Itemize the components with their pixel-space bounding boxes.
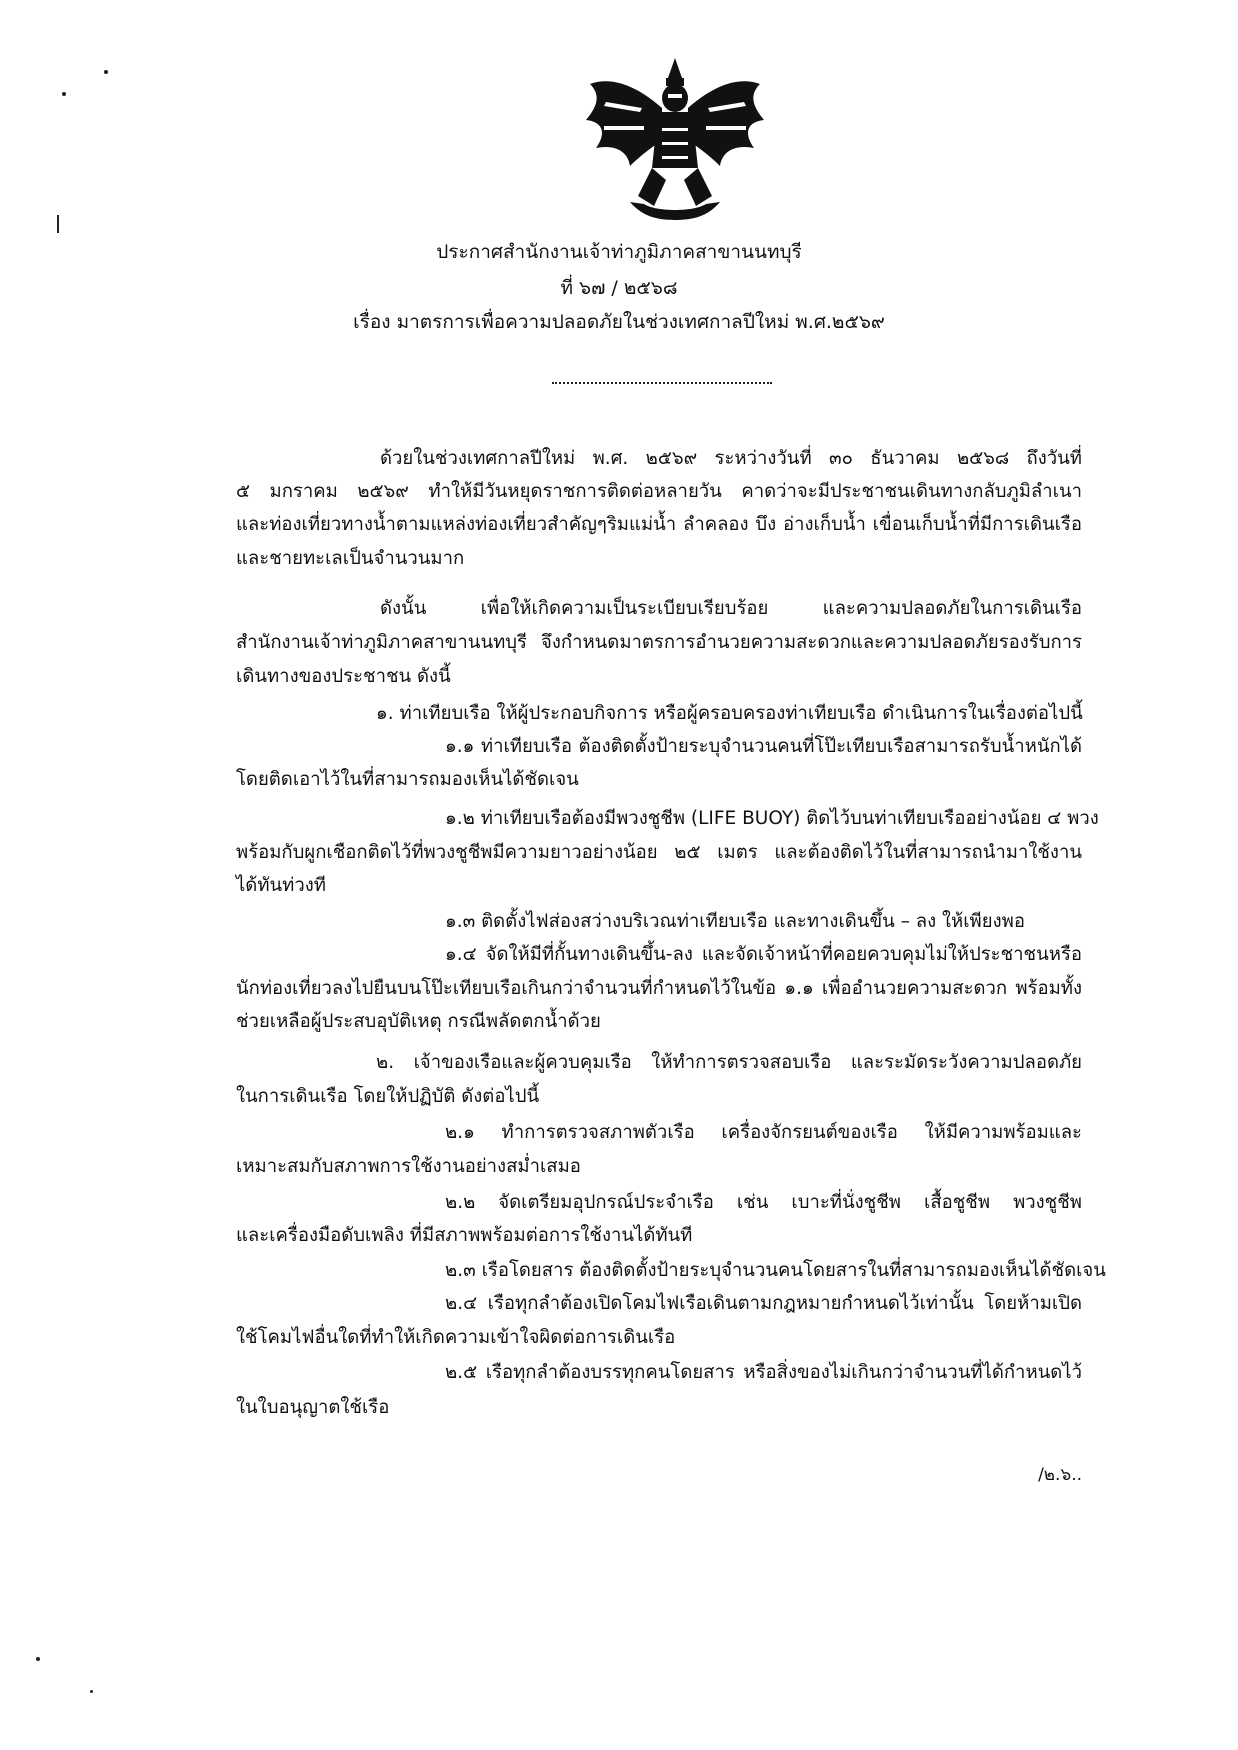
clause-line: ช่วยเหลือผู้ประสบอุบัติเหตุ กรณีพลัดตกน้ำด้วย <box>236 1011 601 1032</box>
clause-line: นักท่องเที่ยวลงไปยืนบนโป๊ะเทียบเรือเกินกว่าจำนวนที่กำหนดไว้ในข้อ ๑.๑ เพื่ออำนวยความสะดวก พร้อมทั้ง <box>236 978 1082 999</box>
scan-speck <box>62 92 66 96</box>
clause-line: ๑.๒ ท่าเทียบเรือต้องมีพวงชูชีพ (LIFE BUOY) ติดไว้บนท่าเทียบเรืออย่างน้อย ๔ พวง <box>445 808 1099 829</box>
clause-line: พร้อมกับผูกเชือกติดไว้ที่พวงชูชีพมีความยาวอย่างน้อย ๒๕ เมตร และต้องติดไว้ในที่สามารถนำมาใช้งาน <box>236 842 1082 863</box>
clause-line: และเครื่องมือดับเพลิง ที่มีสภาพพร้อมต่อการใช้งานได้ทันที <box>236 1225 693 1246</box>
section-heading: ๑. ท่าเทียบเรือ ให้ผู้ประกอบกิจการ หรือผู้ครอบครองท่าเทียบเรือ ดำเนินการในเรื่องต่อไปนี้ <box>376 703 1083 724</box>
clause-line: ๒.๔ เรือทุกลำต้องเปิดโคมไฟเรือเดินตามกฎหมายกำหนดไว้เท่านั้น โดยห้ามเปิด <box>445 1293 1082 1314</box>
paragraph-line: สำนักงานเจ้าท่าภูมิภาคสาขานนทบุรี จึงกำหนดมาตรการอำนวยความสะดวกและความปลอดภัยรองรับการ <box>236 632 1082 653</box>
clause-line: เหมาะสมกับสภาพการใช้งานอย่างสม่ำเสมอ <box>236 1156 581 1177</box>
paragraph-line: ด้วยในช่วงเทศกาลปีใหม่ พ.ศ. ๒๕๖๙ ระหว่างวันที่ ๓๐ ธันวาคม ๒๕๖๘ ถึงวันที่ <box>380 448 1082 469</box>
scan-speck <box>104 70 108 74</box>
paragraph-line: เดินทางของประชาชน ดังนี้ <box>236 666 451 687</box>
clause-line: ๑.๓ ติดตั้งไฟส่องสว่างบริเวณท่าเทียบเรือ และทางเดินขึ้น – ลง ให้เพียงพอ <box>445 911 1025 932</box>
clause-line: โดยติดเอาไว้ในที่สามารถมองเห็นได้ชัดเจน <box>236 769 579 790</box>
announcement-title: ประกาศสำนักงานเจ้าท่าภูมิภาคสาขานนทบุรี <box>436 241 802 263</box>
paragraph-line: และท่องเที่ยวทางน้ำตามแหล่งท่องเที่ยวสำคัญๆริมแม่น้ำ ลำคลอง บึง อ่างเก็บน้ำ เขื่อนเก็บน้ำที่มีการเดินเรือ <box>236 514 1082 535</box>
clause-line: ๑.๑ ท่าเทียบเรือ ต้องติดตั้งป้ายระบุจำนวนคนที่โป๊ะเทียบเรือสามารถรับน้ำหนักได้ <box>445 736 1082 757</box>
clause-line: ๒.๓ เรือโดยสาร ต้องติดตั้งป้ายระบุจำนวนคนโดยสารในที่สามารถมองเห็นได้ชัดเจน <box>445 1260 1106 1281</box>
clause-line: ๒.๕ เรือทุกลำต้องบรรทุกคนโดยสาร หรือสิ่งของไม่เกินกว่าจำนวนที่ได้กำหนดไว้ <box>445 1362 1082 1383</box>
clause-line: ๒.๒ จัดเตรียมอุปกรณ์ประจำเรือ เช่น เบาะที่นั่งชูชีพ เสื้อชูชีพ พวงชูชีพ <box>445 1192 1082 1213</box>
next-page-reference: /๒.๖.. <box>1038 1465 1082 1485</box>
scan-mark <box>57 215 59 233</box>
clause-line: ใช้โคมไฟอื่นใดที่ทำให้เกิดความเข้าใจผิดต่อการเดินเรือ <box>236 1327 676 1348</box>
paragraph-line: และชายทะเลเป็นจำนวนมาก <box>236 548 465 569</box>
clause-line: ได้ทันท่วงที <box>236 875 326 896</box>
garuda-emblem-icon <box>582 56 768 226</box>
clause-line: ในใบอนุญาตใช้เรือ <box>236 1397 390 1418</box>
paragraph-line: ดังนั้น เพื่อให้เกิดความเป็นระเบียบเรียบร้อย และความปลอดภัยในการเดินเรือ <box>380 598 1082 619</box>
announcement-number: ที่ ๖๗ / ๒๕๖๘ <box>560 277 678 299</box>
clause-line: ๑.๔ จัดให้มีที่กั้นทางเดินขึ้น-ลง และจัดเจ้าหน้าที่คอยควบคุมไม่ให้ประชาชนหรือ <box>445 944 1082 965</box>
section-heading: ๒. เจ้าของเรือและผู้ควบคุมเรือ ให้ทำการตรวจสอบเรือ และระมัดระวังความปลอดภัย <box>376 1052 1082 1073</box>
announcement-subject: เรื่อง มาตรการเพื่อความปลอดภัยในช่วงเทศกาลปีใหม่ พ.ศ.๒๕๖๙ <box>353 311 885 333</box>
scan-speck <box>90 1690 93 1693</box>
clause-line: ๒.๑ ทำการตรวจสภาพตัวเรือ เครื่องจักรยนต์ของเรือ ให้มีความพร้อมและ <box>445 1122 1082 1143</box>
scan-speck <box>36 1657 40 1661</box>
section-heading: ในการเดินเรือ โดยให้ปฏิบัติ ดังต่อไปนี้ <box>236 1086 540 1107</box>
paragraph-line: ๕ มกราคม ๒๕๖๙ ทำให้มีวันหยุดราชการติดต่อหลายวัน คาดว่าจะมีประชาชนเดินทางกลับภูมิลำเนา <box>236 481 1082 502</box>
dotted-separator <box>552 382 772 384</box>
